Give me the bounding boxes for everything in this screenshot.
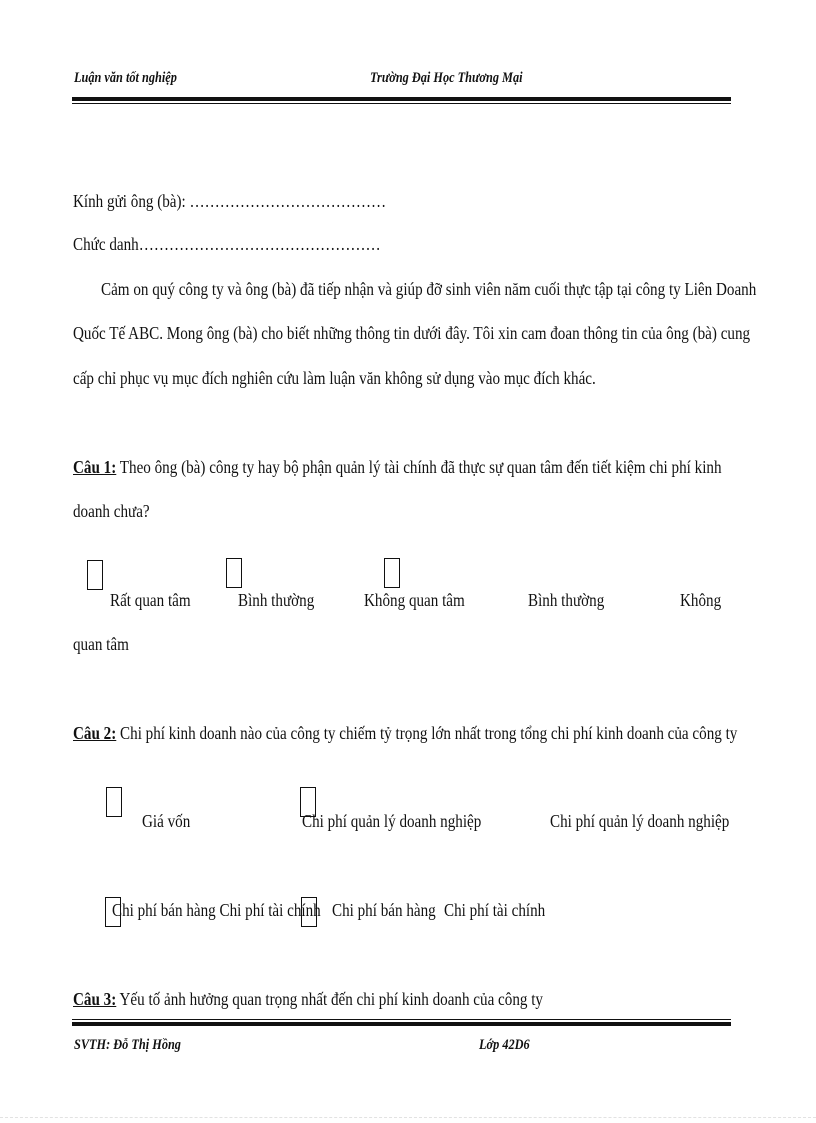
header-thesis-label: Luận văn tốt nghiệp xyxy=(74,70,177,86)
q1-option-not: Không xyxy=(680,590,722,610)
header-rule-thin xyxy=(72,103,731,104)
footer-class: Lớp 42D6 xyxy=(479,1037,530,1053)
q2-option-management-cost: Chi phí quản lý doanh nghiệp xyxy=(302,811,482,831)
header-university-name: Trường Đại Học Thương Mại xyxy=(370,70,523,86)
question-1-label: Câu 1: xyxy=(73,457,117,477)
question-2-label: Câu 2: xyxy=(73,723,117,743)
intro-paragraph-line-1: Cảm on quý công ty và ông (bà) đã tiếp nhận và giúp đỡ sinh viên năm cuối thực tập tại công ty Liên Doanh xyxy=(101,279,757,299)
checkbox-q1-normal[interactable] xyxy=(226,558,242,588)
q1-option-not-concerned: Không quan tâm xyxy=(364,590,465,610)
question-1-text: Theo ông (bà) công ty hay bộ phận quản lý tài chính đã thực sự quan tâm đến tiết kiệm chi phí kinh xyxy=(116,457,722,477)
footer-rule-thick xyxy=(72,1022,731,1026)
question-1-text-continued: doanh chưa? xyxy=(73,501,150,521)
q2-option-management-cost-repeat: Chi phí quản lý doanh nghiệp xyxy=(550,811,730,831)
question-3 xyxy=(73,988,543,1010)
q1-option-normal: Bình thường xyxy=(238,590,315,610)
q2-option-cost-of-goods: Giá vốn xyxy=(142,811,191,831)
q2-option-selling-cost: Chi phí bán hàng xyxy=(332,900,436,920)
footer-student-name: SVTH: Đỗ Thị Hồng xyxy=(74,1037,181,1053)
q1-option-very-concerned: Rất quan tâm xyxy=(110,590,191,610)
header-rule-thick xyxy=(72,97,731,101)
checkbox-q1-not-concerned[interactable] xyxy=(384,558,400,588)
position-line: Chức danh………………………………………… xyxy=(73,234,381,254)
q2-option-financial-cost: Chi phí tài chính xyxy=(444,900,546,920)
question-2 xyxy=(73,722,737,744)
q1-option-normal-repeat: Bình thường xyxy=(528,590,605,610)
q2-option-selling-and-financial: Chi phí bán hàng Chi phí tài chính xyxy=(112,900,321,920)
question-2-text: Chi phí kinh doanh nào của công ty chiếm tỷ trọng lớn nhất trong tổng chi phí kinh doanh của công ty xyxy=(116,723,738,743)
page-bottom-border xyxy=(0,1117,816,1118)
question-3-text: Yếu tố ảnh hưởng quan trọng nhất đến chi phí kinh doanh của công ty xyxy=(116,989,543,1009)
question-1 xyxy=(73,456,722,478)
question-3-label: Câu 3: xyxy=(73,989,117,1009)
greeting-line: Kính gửi ông (bà): ………………………………… xyxy=(73,191,387,211)
checkbox-q1-very-concerned[interactable] xyxy=(87,560,103,590)
footer-rule-thin xyxy=(72,1019,731,1020)
q1-option-wrap: quan tâm xyxy=(73,634,129,654)
checkbox-q2-cost-of-goods[interactable] xyxy=(106,787,122,817)
intro-paragraph-line-3: cấp chỉ phục vụ mục đích nghiên cứu làm luận văn không sử dụng vào mục đích khác. xyxy=(73,368,596,388)
intro-paragraph-line-2: Quốc Tế ABC. Mong ông (bà) cho biết những thông tin dưới đây. Tôi xin cam đoan thông tin của ông (bà) cung xyxy=(73,323,751,343)
